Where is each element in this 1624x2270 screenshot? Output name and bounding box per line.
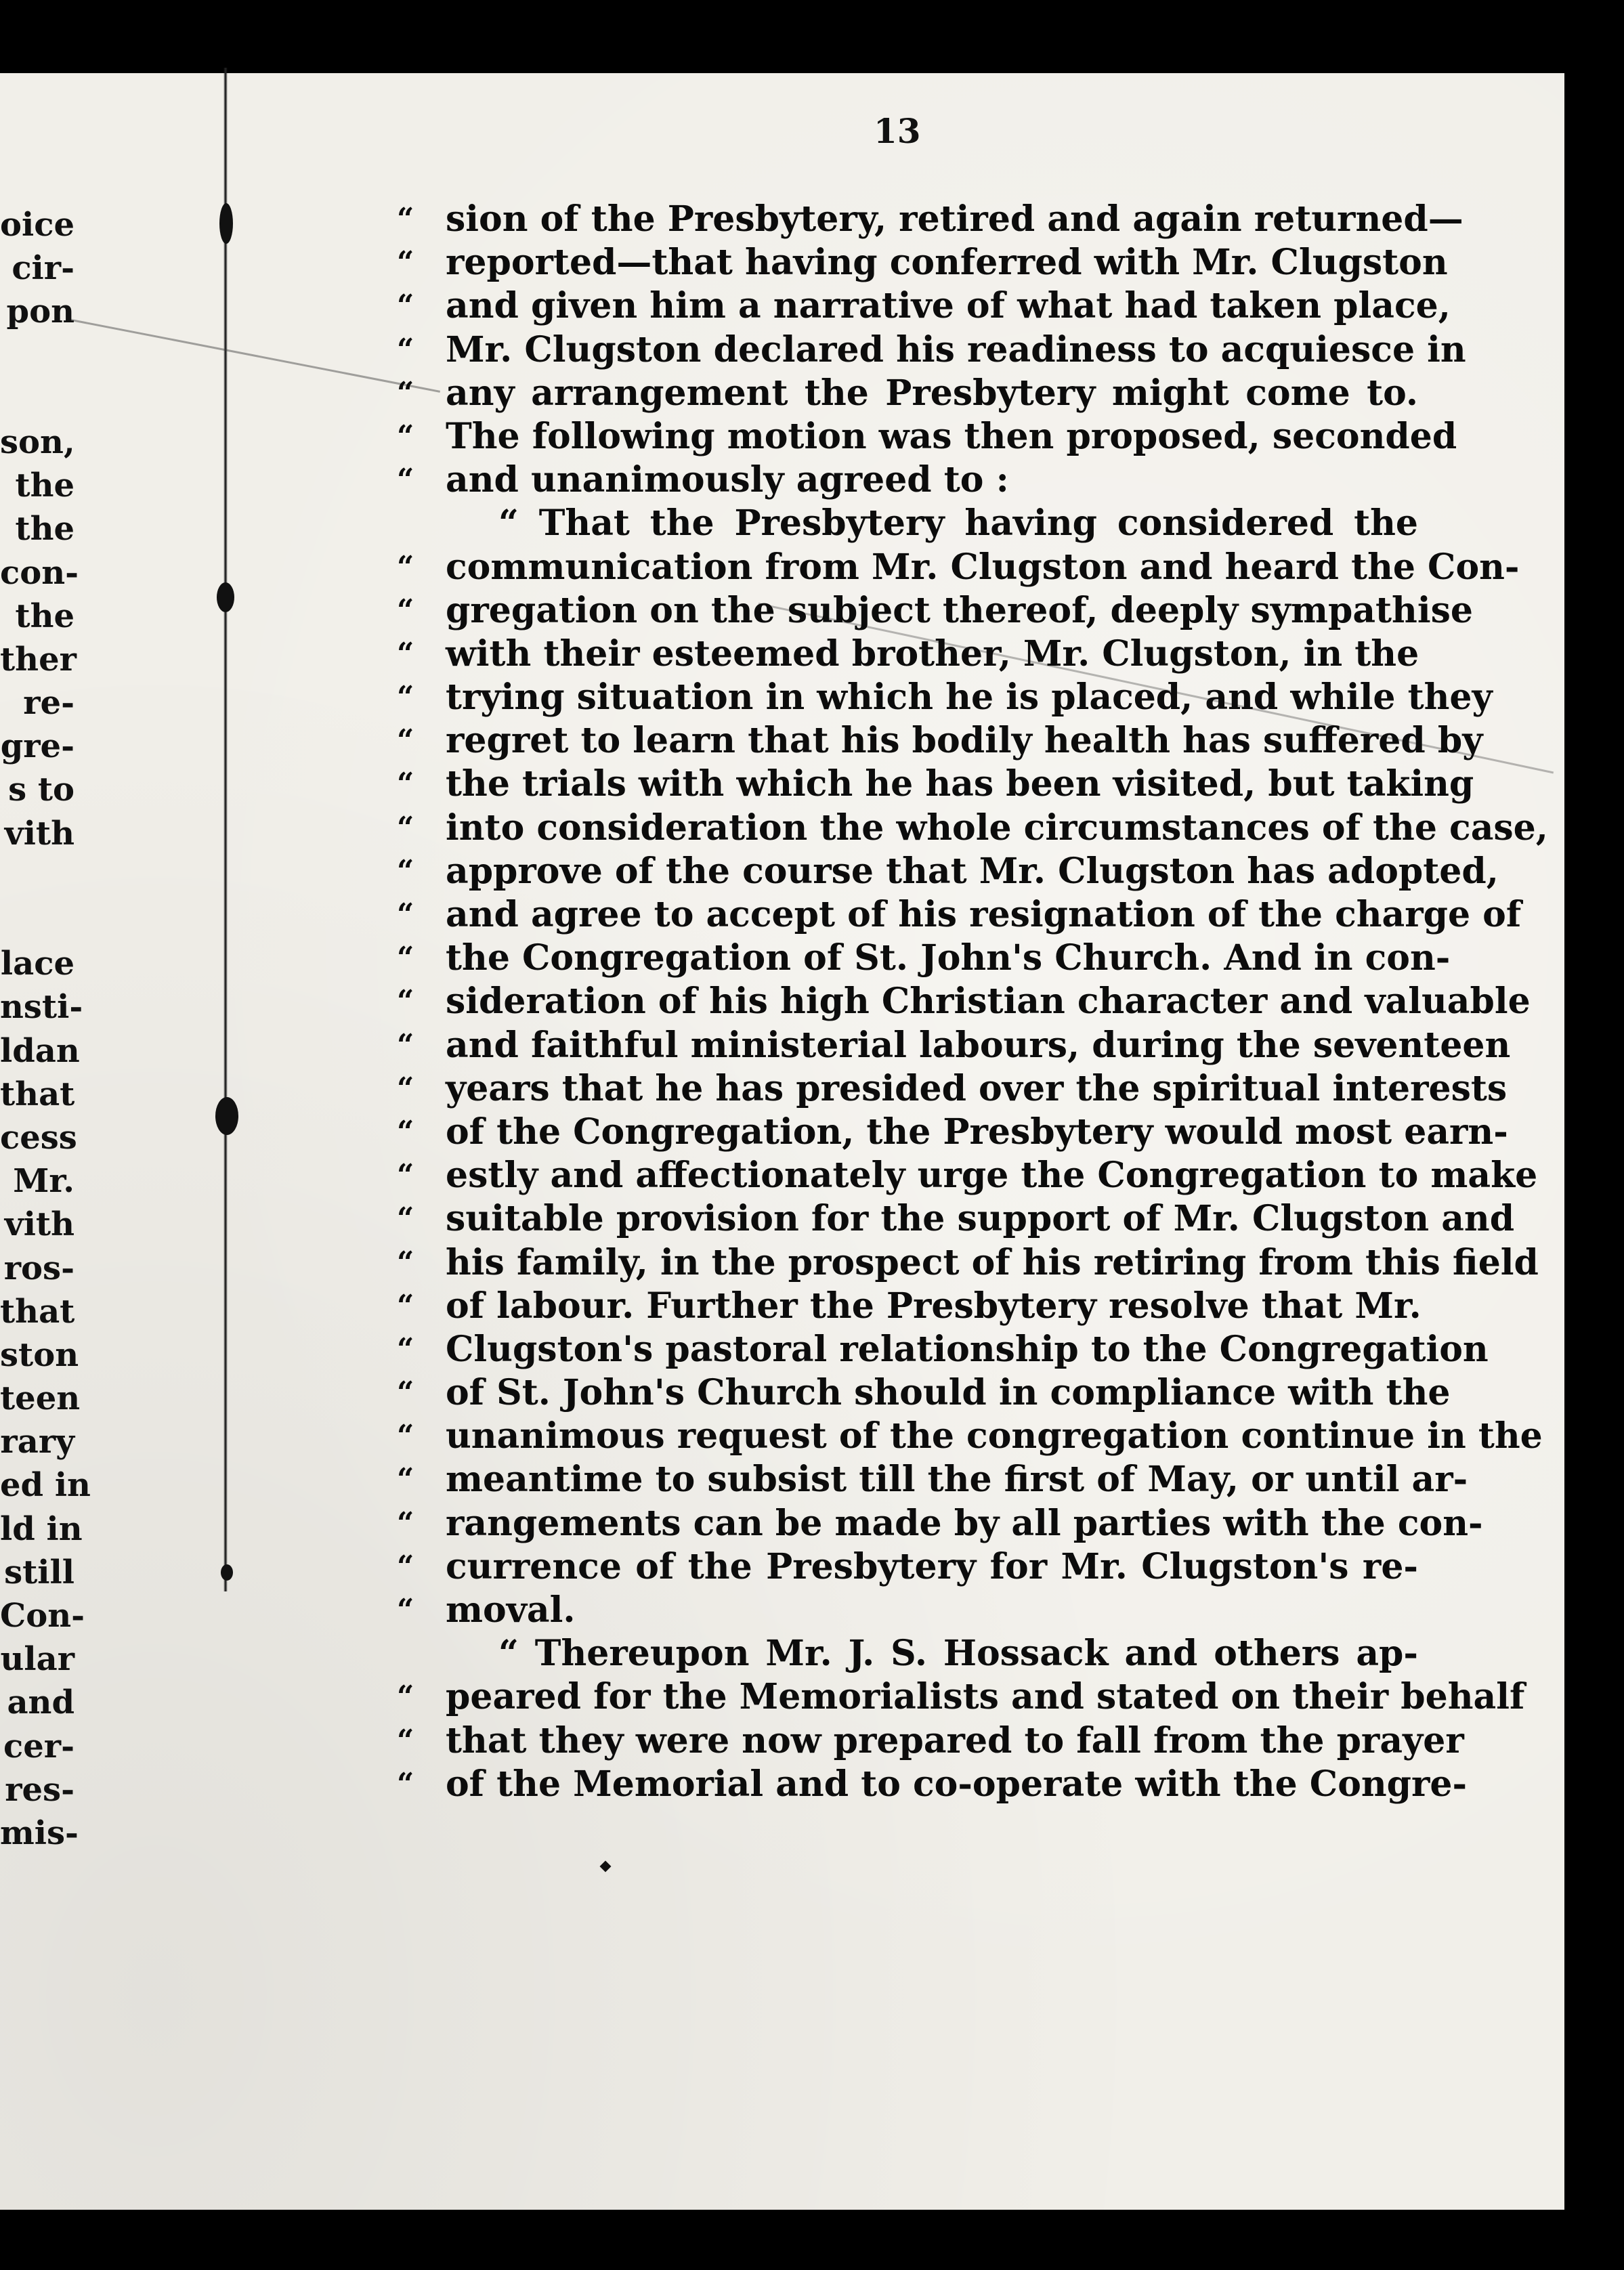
ink-blot	[219, 203, 233, 244]
text-line	[397, 502, 1418, 545]
line-text: into consideration the whole circumstances of the case,	[446, 807, 1548, 849]
text-line	[397, 893, 1522, 937]
fragment-line: rary	[0, 1423, 74, 1461]
fragment-line: s to	[8, 771, 74, 809]
scan-right-edge	[1564, 0, 1624, 2270]
fragment-line: ular	[0, 1640, 74, 1679]
quotation-mark: “	[397, 1071, 414, 1106]
line-text: the Congregation of St. John's Church. And in con-	[446, 937, 1451, 979]
fragment-line: gre-	[0, 727, 74, 766]
quotation-mark: “	[397, 1375, 414, 1411]
quotation-mark: “	[397, 202, 414, 236]
line-text: and given him a narrative of what had taken place,	[446, 285, 1451, 327]
fragment-line: res-	[5, 1770, 74, 1809]
text-line	[397, 284, 1451, 328]
ink-blot	[217, 582, 234, 612]
quotation-mark: “	[397, 1766, 414, 1801]
line-text: rangements can be made by all parties with the con-	[446, 1502, 1483, 1544]
fragment-line: re-	[23, 684, 74, 723]
line-text: of labour. Further the Presbytery resolve that Mr.	[446, 1285, 1422, 1327]
quotation-mark: “	[397, 984, 414, 1019]
line-text: of St. John's Church should in compliance with the	[446, 1372, 1451, 1414]
line-text: “ Thereupon Mr. J. S. Hossack and others ap-	[498, 1633, 1418, 1675]
text-line	[397, 980, 1531, 1023]
text-line	[397, 807, 1548, 850]
quotation-mark: “	[397, 1201, 414, 1237]
line-text: unanimous request of the congregation continue in the	[446, 1415, 1543, 1457]
line-text: peared for the Memorialists and stated on their behalf	[446, 1676, 1525, 1718]
text-line	[397, 458, 1418, 502]
line-text: that they were now prepared to fall from the prayer	[446, 1719, 1464, 1761]
text-line	[397, 372, 1418, 415]
text-line	[397, 1545, 1418, 1589]
quotation-mark: “	[397, 897, 414, 932]
quotation-mark: “	[397, 723, 414, 758]
fragment-line: still	[4, 1553, 74, 1591]
quotation-mark: “	[397, 767, 414, 802]
line-text: the trials with which he has been visited, but taking	[446, 763, 1474, 805]
quotation-mark: “	[397, 245, 414, 280]
fragment-gap	[0, 855, 74, 942]
fragment-line: ston	[0, 1335, 79, 1374]
line-text: gregation on the subject thereof, deeply sympathise	[446, 589, 1473, 631]
line-text: meantime to subsist till the first of May, or until ar-	[446, 1459, 1468, 1501]
fragment-line: cess	[0, 1118, 77, 1157]
line-text: suitable provision for the support of Mr. Clugston and	[446, 1198, 1515, 1240]
fragment-line: the	[15, 597, 74, 635]
line-text: estly and affectionately urge the Congregation to make	[446, 1155, 1538, 1197]
line-text: reported—that having conferred with Mr. Clugston	[446, 242, 1448, 284]
quotation-mark: “	[397, 463, 414, 498]
quotation-mark: “	[397, 549, 414, 584]
quotation-mark: “	[397, 1027, 414, 1063]
ink-blot	[221, 1564, 233, 1581]
quotation-mark: “	[397, 1549, 414, 1584]
line-text: Mr. Clugston declared his readiness to acquiesce in	[446, 328, 1466, 370]
quotation-mark: “	[397, 941, 414, 976]
line-text: of the Congregation, the Presbytery would most earn-	[446, 1111, 1508, 1153]
text-line	[397, 676, 1493, 719]
quotation-mark: “	[397, 1114, 414, 1149]
text-line	[397, 719, 1483, 763]
text-line	[397, 633, 1418, 676]
text-line	[397, 1024, 1511, 1067]
quotation-mark: “	[397, 288, 414, 324]
line-text: Clugston's pastoral relationship to the Congregation	[446, 1328, 1489, 1370]
fragment-gap	[0, 334, 74, 421]
fragment-line: the	[15, 467, 74, 505]
fragment-line: vith	[4, 1205, 74, 1244]
line-text: trying situation in which he is placed, and while they	[446, 677, 1493, 719]
fragment-line: the	[15, 510, 74, 549]
fragment-line: ldan	[0, 1031, 80, 1070]
text-line	[397, 1328, 1489, 1371]
body-text	[397, 198, 1548, 1806]
fragment-line: ther	[0, 640, 77, 679]
fragment-line: con-	[0, 553, 79, 592]
quotation-mark: “	[397, 1723, 414, 1758]
text-line	[397, 241, 1448, 284]
quotation-mark: “	[397, 810, 414, 845]
quotation-mark: “	[397, 636, 414, 671]
line-text: “ That the Presbytery having considered the	[498, 502, 1418, 544]
fragment-line: lace	[0, 945, 74, 983]
gutter-fold-line	[223, 68, 228, 1591]
fragment-line: Con-	[0, 1597, 85, 1635]
quotation-mark: “	[397, 593, 414, 628]
quotation-mark: “	[397, 1419, 414, 1454]
text-line	[397, 415, 1457, 458]
line-text: with their esteemed brother, Mr. Clugston, in the	[446, 633, 1419, 674]
facing-page-fragment	[0, 203, 91, 1855]
fragment-line: mis-	[0, 1814, 79, 1852]
text-line	[397, 1415, 1543, 1458]
text-line	[397, 1458, 1468, 1501]
fragment-line: cer-	[3, 1727, 74, 1765]
line-text: moval.	[446, 1589, 576, 1631]
fragment-line: oice	[0, 206, 75, 244]
text-line	[397, 589, 1473, 633]
fragment-line: ros-	[3, 1249, 74, 1287]
line-text: sideration of his high Christian character and valuable	[446, 981, 1531, 1023]
line-text: communication from Mr. Clugston and heard the Con-	[446, 546, 1520, 588]
quotation-mark: “	[397, 375, 414, 410]
text-line	[397, 1632, 1418, 1675]
page-number: 13	[874, 111, 921, 151]
quotation-mark: “	[397, 1505, 414, 1541]
fragment-line: that	[0, 1292, 75, 1331]
fragment-line: cir-	[12, 249, 74, 288]
line-text: currence of the Presbytery for Mr. Clugston's re-	[446, 1545, 1418, 1587]
fragment-line: Mr.	[13, 1162, 74, 1201]
line-text: and faithful ministerial labours, during the seventeen	[446, 1024, 1511, 1066]
fragment-line: ld in	[0, 1509, 83, 1548]
text-line	[397, 546, 1520, 589]
text-line	[397, 328, 1466, 372]
text-line	[397, 1197, 1515, 1241]
quotation-mark: “	[397, 1679, 414, 1715]
fragment-line: and	[7, 1684, 74, 1722]
fragment-line: vith	[4, 814, 74, 853]
text-line	[397, 1241, 1539, 1285]
quotation-mark: “	[397, 853, 414, 888]
text-line	[397, 1371, 1451, 1415]
quotation-mark: “	[397, 1158, 414, 1193]
quotation-mark: “	[397, 1331, 414, 1367]
text-line	[397, 1154, 1538, 1197]
quotation-mark: “	[397, 419, 414, 454]
line-text: regret to learn that his bodily health has suffered by	[446, 720, 1483, 762]
fragment-line: teen	[0, 1379, 81, 1418]
line-text: any arrangement the Presbytery might come to.	[446, 372, 1418, 414]
text-line	[397, 198, 1463, 241]
text-line	[397, 763, 1474, 806]
text-line	[397, 937, 1451, 980]
quotation-mark: “	[397, 1593, 414, 1627]
text-line	[397, 1675, 1525, 1719]
text-line	[397, 1067, 1508, 1111]
fragment-line: nsti-	[0, 988, 83, 1027]
text-line	[397, 1719, 1464, 1763]
text-line	[397, 1111, 1508, 1154]
quotation-mark: “	[397, 332, 414, 367]
line-text: and unanimously agreed to :	[446, 459, 1009, 501]
line-text: and agree to accept of his resignation of the charge of	[446, 894, 1522, 935]
text-line	[397, 1502, 1483, 1545]
quotation-mark: “	[397, 1245, 414, 1280]
fragment-line: son,	[0, 423, 75, 461]
line-text: of the Memorial and to co-operate with the Congre-	[446, 1763, 1468, 1805]
quotation-mark: “	[397, 680, 414, 715]
quotation-mark: “	[397, 1288, 414, 1323]
line-text: approve of the course that Mr. Clugston has adopted,	[446, 850, 1499, 892]
text-line	[397, 850, 1499, 893]
fragment-line: that	[0, 1075, 75, 1113]
text-line	[397, 1285, 1422, 1328]
quotation-mark: “	[397, 1462, 414, 1497]
text-line	[397, 1763, 1468, 1806]
line-text: sion of the Presbytery, retired and again returned—	[446, 198, 1463, 240]
line-text: years that he has presided over the spiritual interests	[446, 1067, 1508, 1109]
ink-blot	[215, 1097, 238, 1135]
line-text: his family, in the prospect of his retiring from this field	[446, 1241, 1539, 1283]
line-text: The following motion was then proposed, seconded	[446, 415, 1457, 457]
text-line	[397, 1589, 1418, 1632]
fragment-line: ed in	[0, 1466, 91, 1505]
fragment-line: pon	[6, 293, 74, 331]
